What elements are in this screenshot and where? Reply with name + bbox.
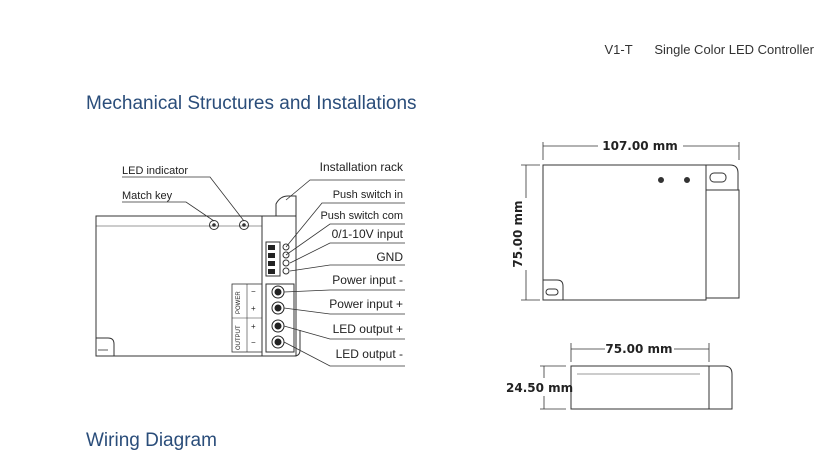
mechanical-section-title: Mechanical Structures and Installations (86, 93, 417, 114)
signal-connector (268, 244, 289, 274)
device-top-view (543, 165, 739, 300)
power-minus-mark: − (251, 287, 256, 296)
side-height-dimension: 24.50 mm (506, 381, 574, 395)
label-power-input-plus: Power input + (329, 297, 403, 311)
power-mark: POWER (236, 291, 242, 314)
label-installation-rack: Installation rack (319, 160, 403, 174)
label-push-switch-in: Push switch in (332, 189, 403, 201)
match-key-label: Match key (122, 190, 173, 202)
top-height-dimension: 75.00 mm (511, 200, 525, 268)
label-led-output-plus: LED output + (332, 322, 403, 336)
device-front-view (96, 196, 300, 356)
product-name: Single Color LED Controller (654, 42, 814, 57)
device-side-view (571, 366, 732, 409)
output-plus-mark: + (251, 322, 256, 331)
led-indicator-label: LED indicator (122, 165, 189, 177)
power-plus-mark: + (251, 304, 256, 313)
label-push-switch-com: Push switch com (320, 210, 403, 222)
top-width-dimension: 107.00 mm (602, 139, 678, 153)
output-minus-mark: − (251, 338, 256, 347)
model-number: V1-T (604, 42, 633, 57)
label-dim-input: 0/1-10V input (331, 227, 403, 241)
output-mark: OUTPUT (236, 325, 242, 350)
label-led-output-minus: LED output - (335, 347, 403, 361)
label-power-input-minus: Power input - (332, 273, 403, 287)
screw-terminals (272, 286, 284, 348)
side-width-dimension: 75.00 mm (605, 342, 673, 356)
label-gnd: GND (376, 250, 403, 264)
wiring-section-title: Wiring Diagram (86, 430, 217, 451)
